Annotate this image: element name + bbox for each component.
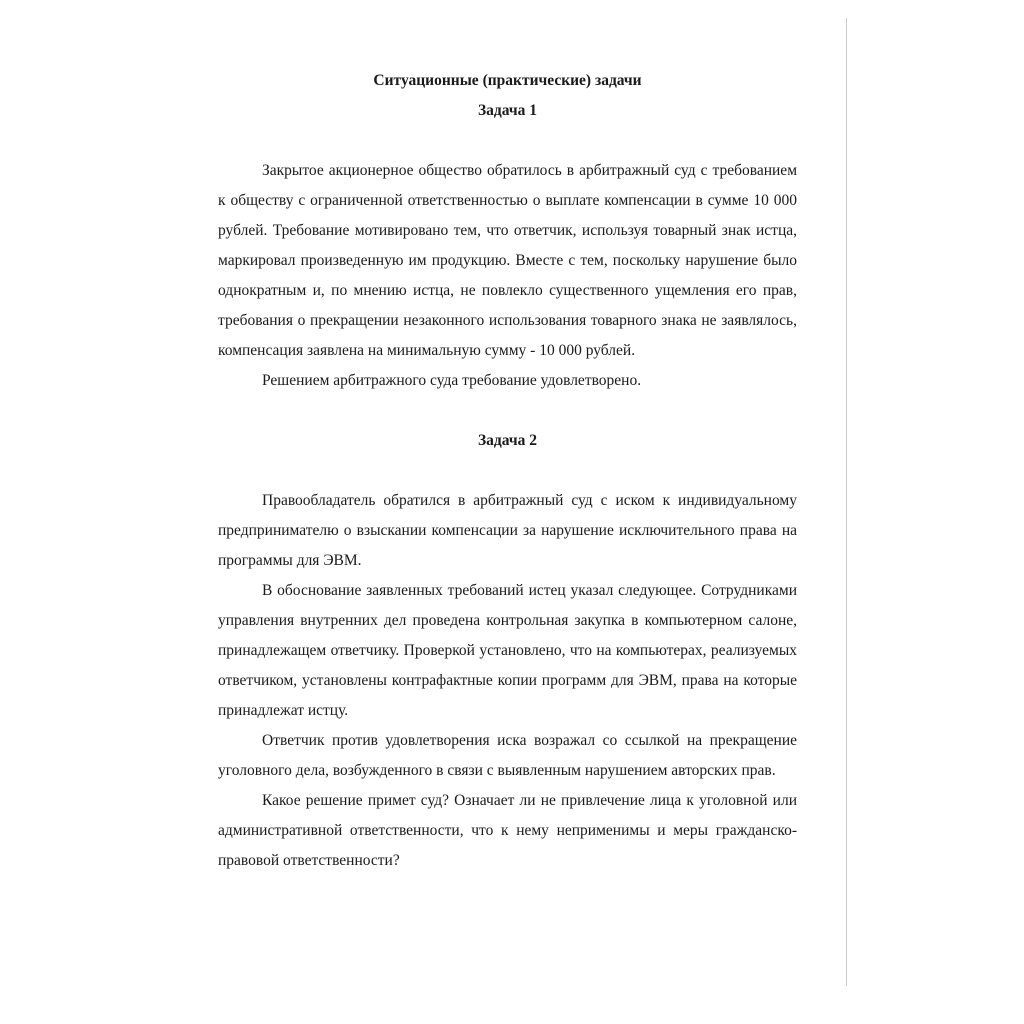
spacer [218,396,797,426]
spacer [218,456,797,486]
task-2-paragraph-3: Ответчик против удовлетворения иска возражал со ссылкой на прекращение уголовного дела, возбужденного в связи с выявленным нарушением авторских прав. [218,732,797,779]
task-2-heading: Задача 2 [477,432,538,449]
task-1-paragraph-1: Закрытое акционерное общество обратилось в арбитражный суд с требованием к обществу с ограниченной ответственностью о выплате компенсации в сумме 10 000 рублей. Требование мотивировано тем, что ответчик, используя товарный знак истца, маркировал произведенную им продукцию. Вместе с тем, поскольку нарушение было однократным и, по мнению истца, не повлекло существенного ущемления его прав, требования о прекращении незаконного использования товарного знака не заявлялось, компенсация заявлена на минимальную сумму - 10 000 рублей. [218,162,797,359]
task-2-paragraph-1: Правообладатель обратился в арбитражный суд с иском к индивидуальному предпринимателю о взыскании компенсации за нарушение исключительного права на программы для ЭВМ. [218,492,797,569]
task-2-paragraph-4: Какое решение примет суд? Означает ли не привлечение лица к уголовной или административной ответственности, что к нему неприменимы и меры гражданско-правовой ответственности? [218,792,797,869]
page-edge-divider [846,18,847,986]
spacer [218,126,797,156]
task-2-paragraph-2: В обоснование заявленных требований истец указал следующее. Сотрудниками управления внутренних дел проведена контрольная закупка в компьютерном салоне, принадлежащем ответчику. Проверкой установлено, что на компьютерах, реализуемых ответчиком, установлены контрафактные копии программ для ЭВМ, права на которые принадлежат истцу. [218,582,797,719]
document-body [218,66,797,876]
document-title: Ситуационные (практические) задачи [373,72,642,89]
task-1-heading: Задача 1 [477,102,538,119]
task-1-paragraph-2: Решением арбитражного суда требование удовлетворено. [262,372,642,389]
